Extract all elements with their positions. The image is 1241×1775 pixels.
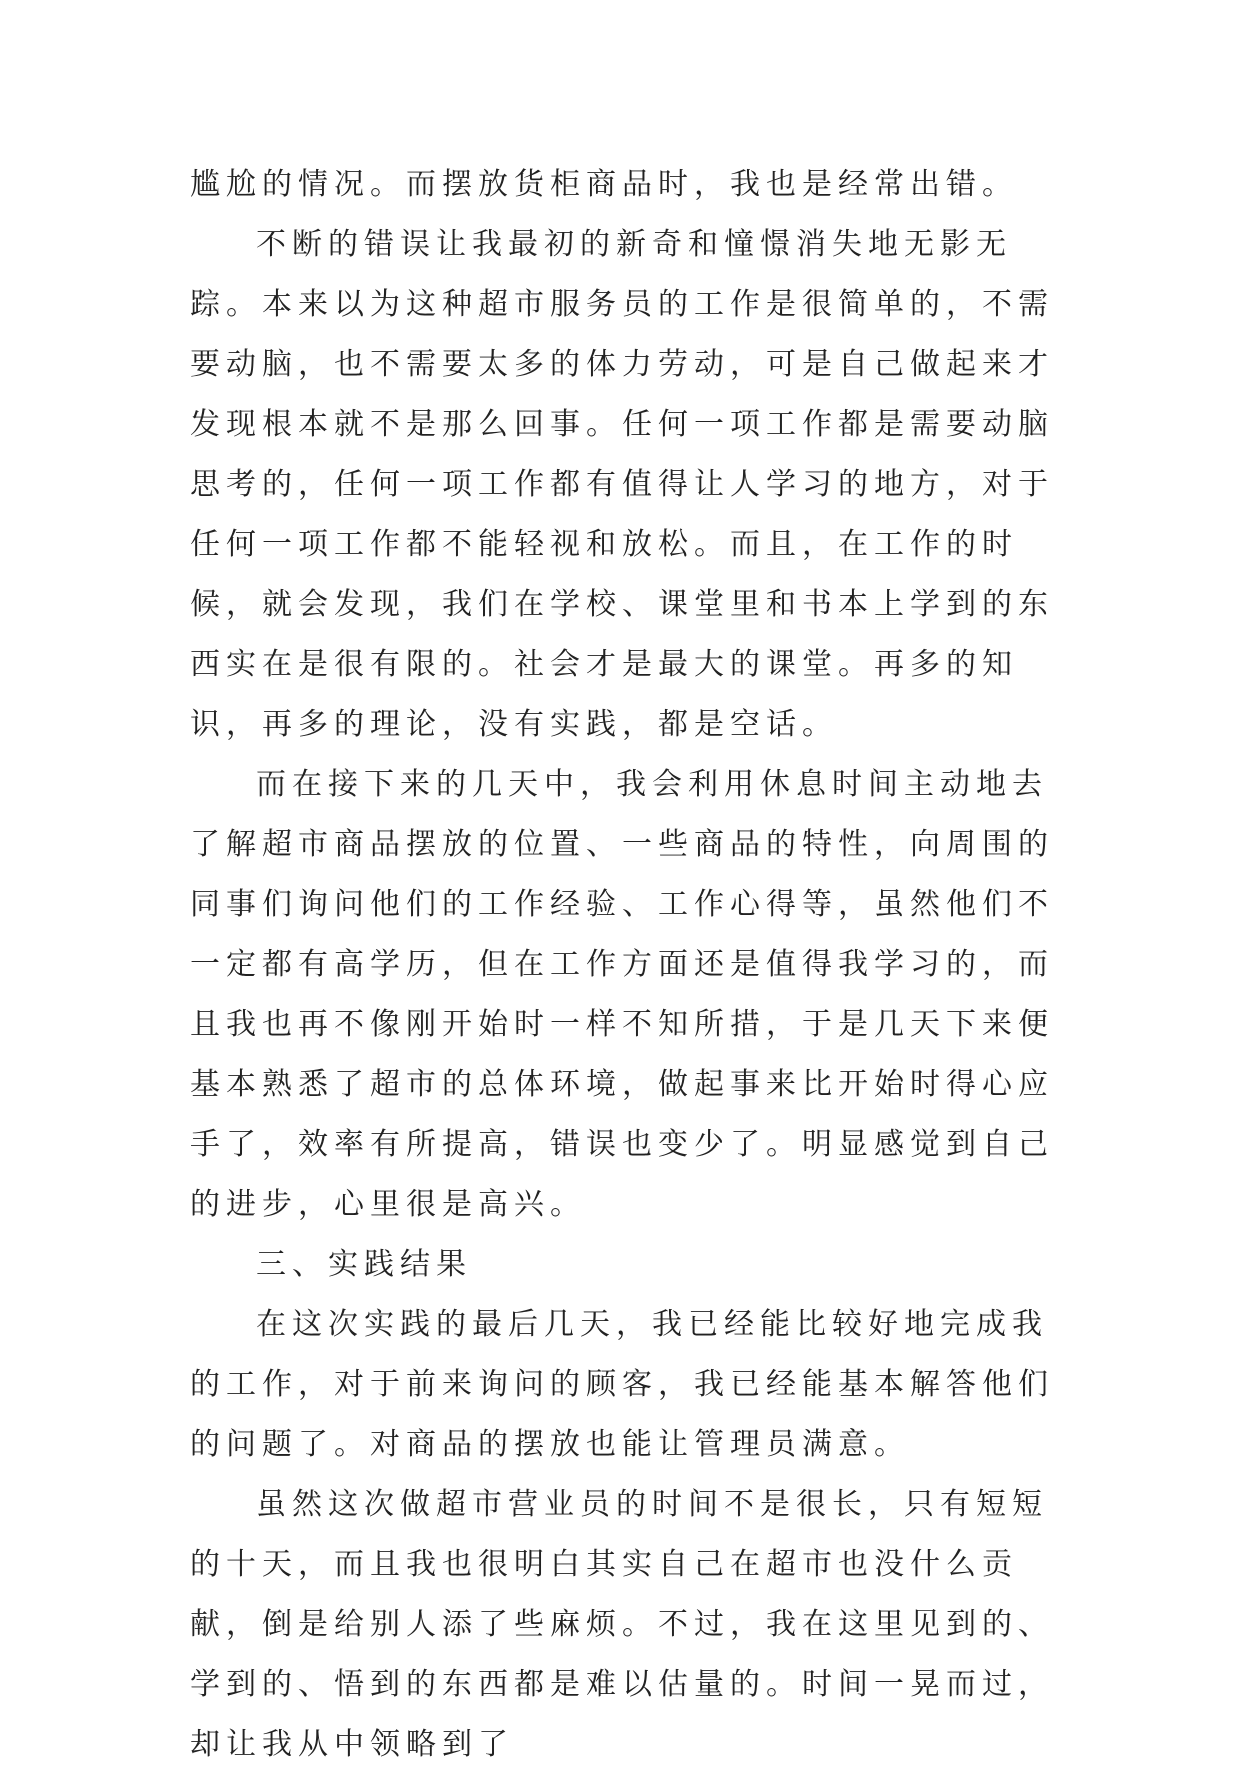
section-heading-results: 三、实践结果: [256, 1247, 472, 1282]
paragraph-errors: 不断的错误让我最初的新奇和憧憬消失地无影无踪。本来以为这种超市服务员的工作是很简单的，不需要动脑，也不需要太多的体力劳动，可是自己做起来才发现根本就不是那么回事。任何一项工作都是需要动脑思考的，任何一项工作都有值得让人学习的地方，对于任何一项工作都不能轻视和放松。而且，在工作的时候，就会发现，我们在学校、课堂里和书本上学到的东西实在是很有限的。社会才是最大的课堂。再多的知识，再多的理论，没有实践，都是空话。: [190, 227, 1054, 742]
paragraph-learning: 而在接下来的几天中，我会利用休息时间主动地去了解超市商品摆放的位置、一些商品的特性，向周围的同事们询问他们的工作经验、工作心得等，虽然他们不一定都有高学历，但在工作方面还是值得我学习的，而且我也再不像刚开始时一样不知所措，于是几天下来便基本熟悉了超市的总体环境，做起事来比开始时得心应手了，效率有所提高，错误也变少了。明显感觉到自己的进步，心里很是高兴。: [190, 767, 1054, 1222]
document-body: [190, 155, 1060, 1775]
paragraph-reflection: 虽然这次做超市营业员的时间不是很长，只有短短的十天，而且我也很明白其实自己在超市也没什么贡献，倒是给别人添了些麻烦。不过，我在这里见到的、学到的、悟到的东西都是难以估量的。时间一晃而过，却让我从中领略到了: [190, 1487, 1054, 1762]
paragraph-continuation: 尴尬的情况。而摆放货柜商品时，我也是经常出错。: [190, 167, 1018, 202]
paragraph-results: 在这次实践的最后几天，我已经能比较好地完成我的工作，对于前来询问的顾客，我已经能基本解答他们的问题了。对商品的摆放也能让管理员满意。: [190, 1307, 1054, 1462]
